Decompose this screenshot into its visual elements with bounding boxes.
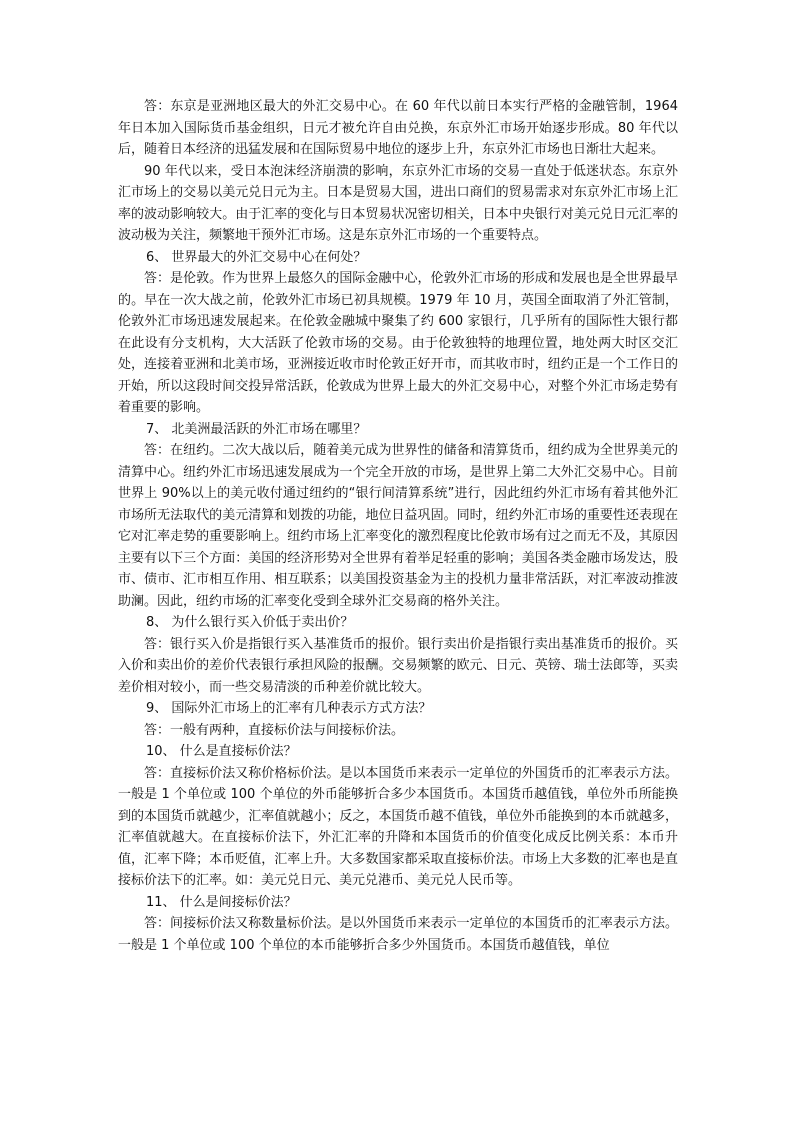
answer-8: 答：银行买入价是指银行买入基准货币的报价。银行卖出价是指银行卖出基准货币的报价。买入价和卖出价的差价代表银行承担风险的报酬。交易频繁的欧元、日元、英镑、瑞士法郎等，买卖差价相对较小，而一些交易清淡的币种差价就比较大。 (118, 636, 678, 695)
document-body (118, 96, 678, 956)
question-8: 8、 为什么银行买入价低于卖出价？ (146, 615, 354, 630)
question-7: 7、 北美洲最活跃的外汇市场在哪里？ (146, 421, 367, 437)
question-11: 11、 什么是间接标价法？ (146, 894, 297, 910)
question-9: 9、 国际外汇市场上的汇率有几种表示方式方法？ (146, 701, 432, 716)
question-10: 10、 什么是直接标价法？ (146, 744, 297, 759)
question-6: 6、 世界最大的外汇交易中心在何处？ (146, 249, 367, 265)
answer-6: 答：是伦敦。作为世界上最悠久的国际金融中心，伦敦外汇市场的形成和发展也是全世界最早的。早在一次大战之前，伦敦外汇市场已初具规模。1979 年 10 月，英国全面取消了外汇管制，伦敦外汇市场迅速发展起来。在伦敦金融城中聚集了约 600 家银行，几乎所有的国际性大银行都在此设有分支机构，大大活跃了伦敦市场的交易。由于伦敦独特的地理位置，地处两大时区交汇处，连接着亚洲和北美市场，亚洲接近收市时伦敦正好开市，而其收市时，纽约正是一个工作日的开始，所以这段时间交投异常活跃，伦敦成为世界上最大的外汇交易中心，对整个外汇市场走势有着重要的影响。 (118, 271, 678, 415)
answer-paragraph-tokyo-market: 答：东京是亚洲地区最大的外汇交易中心。在 60 年代以前日本实行严格的金融管制，1964 年日本加入国际货币基金组织，日元才被允许自由兑换，东京外汇市场开始逐步形成。80 年代以后，随着日本经济的迅猛发展和在国际贸易中地位的逐步上升，东京外汇市场也日渐壮大起来。 (118, 99, 678, 157)
answer-11: 答：间接标价法又称数量标价法。是以外国货币来表示一定单位的本国货币的汇率表示方法。一般是 1 个单位或 100 个单位的本币能够折合多少外国货币。本国货币越值钱，单位 (118, 916, 678, 953)
answer-paragraph-tokyo-90s: 90 年代以来，受日本泡沫经济崩溃的影响，东京外汇市场的交易一直处于低迷状态。东京外汇市场上的交易以美元兑日元为主。日本是贸易大国，进出口商们的贸易需求对东京外汇市场上汇率的波动影响较大。由于汇率的变化与日本贸易状况密切相关，日本中央银行对美元兑日元汇率的波动极为关注，频繁地干预外汇市场。这是东京外汇市场的一个重要特点。 (118, 163, 678, 243)
answer-9: 答：一般有两种，直接标价法与间接标价法。 (144, 722, 405, 738)
answer-7: 答：在纽约。二次大战以后，随着美元成为世界性的储备和清算货币，纽约成为全世界美元的清算中心。纽约外汇市场迅速发展成为一个完全开放的市场，是世界上第二大外汇交易中心。目前世界上 90%以上的美元收付通过纽约的“银行间清算系统”进行，因此纽约外汇市场有着其他外汇市场所无法取代的美元清算和划拨的功能，地位日益巩固。同时，纽约外汇市场的重要性还表现在它对汇率走势的重要影响上。纽约市场上汇率变化的激烈程度比伦敦市场有过之而无不及，其原因主要有以下三个方面：美国的经济形势对全世界有着举足轻重的影响；美国各类金融市场发达，股市、债市、汇市相互作用、相互联系；以美国投资基金为主的投机力量非常活跃，对汇率波动推波助澜。因此，纽约市场的汇率变化受到全球外汇交易商的格外关注。 (118, 443, 678, 609)
answer-10: 答：直接标价法又称价格标价法。是以本国货币来表示一定单位的外国货币的汇率表示方法。一般是 1 个单位或 100 个单位的外币能够折合多少本国货币。本国货币越值钱，单位外币所能换到的本国货币就越少，汇率值就越小；反之，本国货币越不值钱，单位外币能换到的本币就越多，汇率值就越大。在直接标价法下，外汇汇率的升降和本国货币的价值变化成反比例关系：本币升值，汇率下降；本币贬值，汇率上升。大多数国家都采取直接标价法。市场上大多数的汇率也是直接标价法下的汇率。如：美元兑日元、美元兑港币、美元兑人民币等。 (118, 765, 678, 888)
